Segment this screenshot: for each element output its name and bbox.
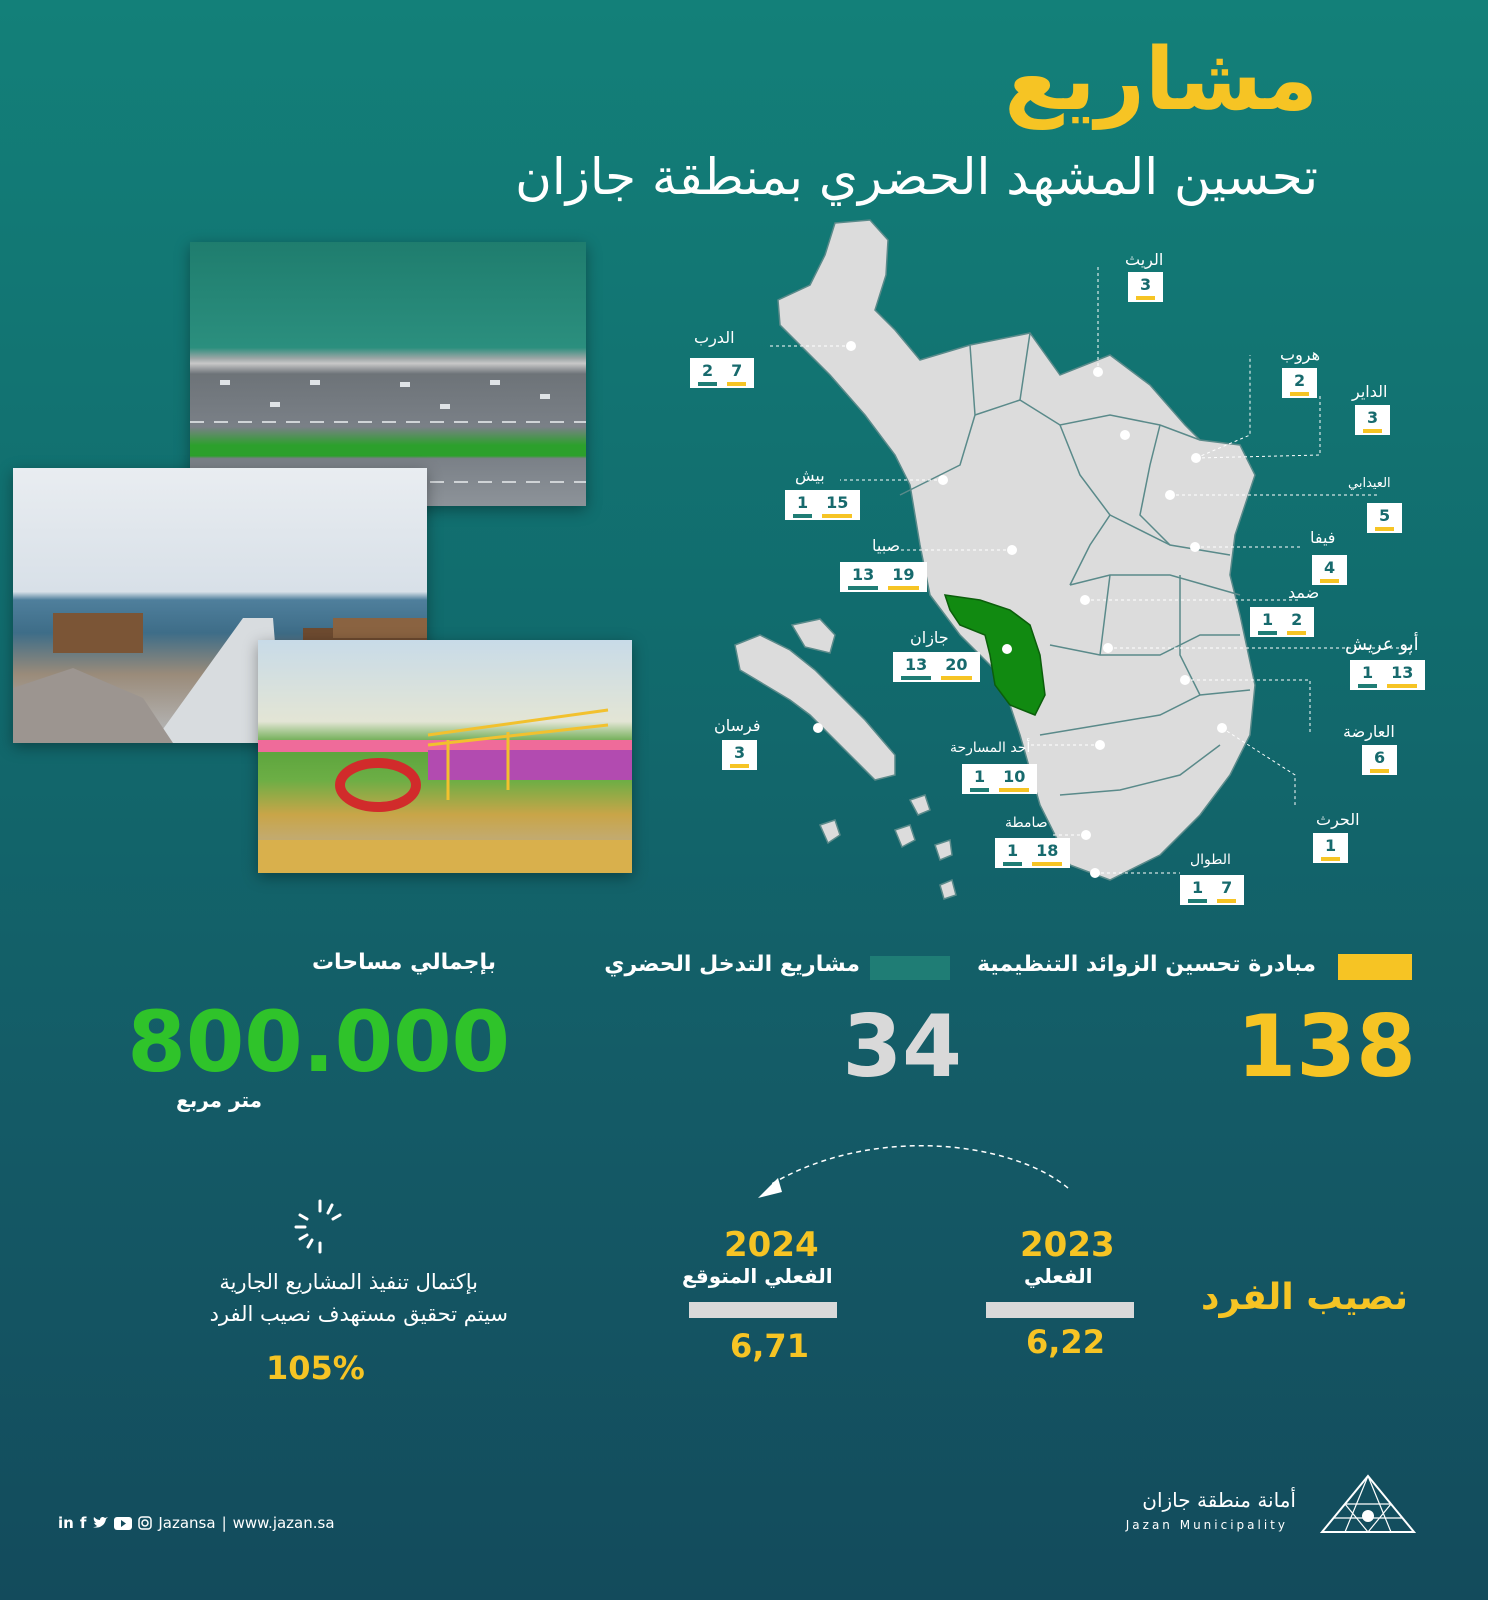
social-handle[interactable]: Jazansa (158, 1514, 216, 1532)
region-box-altuwal (1180, 875, 1244, 905)
region-box-abu-arish (1350, 660, 1425, 690)
region-label-abu-arish: أبو عريش (1345, 634, 1419, 655)
label-2024: الفعلي المتوقع (682, 1264, 833, 1288)
region-label-damad: ضمد (1288, 583, 1320, 602)
region-label-fayfa: فيفا (1310, 528, 1336, 547)
region-label-alharth: الحرث (1316, 810, 1360, 829)
page-title: مشاريع (1004, 30, 1318, 130)
region-label-aldarb: الدرب (694, 328, 735, 347)
urban-count: 13 (848, 564, 878, 590)
initiative-count: 1 (1321, 835, 1340, 861)
road-cars-graphic (190, 242, 586, 506)
note-line-1: بإكتمال تنفيذ المشاريع الجارية (219, 1270, 478, 1294)
initiative-count: 20 (941, 654, 971, 680)
region-box-samtah (995, 838, 1070, 868)
facebook-icon[interactable]: f (79, 1514, 87, 1532)
urban-count: 1 (1258, 609, 1277, 635)
initiative-count: 2 (1287, 609, 1306, 635)
photo-park (258, 640, 632, 873)
youtube-icon[interactable] (114, 1517, 132, 1530)
initiative-count: 15 (822, 492, 852, 518)
region-label-alrith: الريث (1125, 250, 1164, 269)
region-label-aldayer: الداير (1352, 382, 1388, 401)
map-island-small (895, 825, 915, 847)
initiative-count: 7 (1217, 877, 1236, 903)
urban-total: 34 (842, 997, 962, 1097)
note-percent: 105% (266, 1349, 365, 1387)
initiative-count: 7 (727, 360, 746, 386)
footer-divider: | (221, 1514, 227, 1532)
region-label-harub: هروب (1280, 345, 1321, 364)
urban-count: 1 (1003, 840, 1022, 866)
region-label-farasan: فرسان (714, 716, 761, 735)
area-unit: متر مربع (176, 1088, 262, 1112)
initiative-count: 3 (730, 742, 749, 768)
year-2024: 2024 (724, 1225, 819, 1265)
region-box-ahad-almasarihah (962, 764, 1037, 794)
urban-count: 1 (970, 766, 989, 792)
park-graphic (258, 640, 632, 873)
urban-count: 1 (1358, 662, 1377, 688)
region-box-aldayer (1355, 405, 1390, 435)
instagram-icon[interactable] (138, 1516, 152, 1530)
legend-label-initiative: مبادرة تحسين الزوائد التنظيمية (977, 952, 1316, 977)
region-box-damad (1250, 607, 1314, 637)
area-value: 800.000 (127, 993, 510, 1091)
region-box-baish (785, 490, 860, 520)
note-line-2: سيتم تحقيق مستهدف نصيب الفرد (209, 1302, 508, 1326)
legend-label-urban: مشاريع التدخل الحضري (604, 952, 860, 977)
bar-2024 (689, 1302, 837, 1318)
initiative-count: 13 (1387, 662, 1417, 688)
legend-swatch-initiative (1338, 954, 1412, 980)
value-2024: 6,71 (730, 1327, 809, 1365)
urban-count: 1 (1188, 877, 1207, 903)
region-label-aledabi: العيدابي (1348, 476, 1391, 491)
region-label-ahad-almasarihah: أحد المسارحة (950, 740, 1031, 756)
initiative-count: 6 (1370, 747, 1389, 773)
initiative-count: 18 (1032, 840, 1062, 866)
value-2023: 6,22 (1026, 1323, 1105, 1361)
photo-seafront-road (190, 242, 586, 506)
region-label-baish: بيش (795, 466, 825, 485)
region-box-alrith (1128, 272, 1163, 302)
trend-arrow (750, 1130, 1080, 1210)
map-island-small (910, 795, 930, 815)
year-2023: 2023 (1020, 1225, 1115, 1265)
website-link[interactable]: www.jazan.sa (232, 1514, 335, 1532)
region-box-aledabi (1367, 503, 1402, 533)
region-label-altuwal: الطوال (1190, 852, 1231, 868)
label-2023: الفعلي (1024, 1264, 1093, 1288)
area-label: بإجمالي مساحات (311, 950, 496, 975)
region-box-aldarb (690, 358, 754, 388)
map-island-small (792, 619, 835, 653)
initiative-total: 138 (1236, 997, 1416, 1097)
region-label-samtah: صامطة (1005, 815, 1048, 831)
per-capita-title: نصيب الفرد (1201, 1277, 1408, 1318)
legend-swatch-urban (870, 956, 950, 980)
initiative-count: 4 (1320, 557, 1339, 583)
region-label-jazan: جازان (910, 628, 949, 647)
loading-icon (290, 1197, 350, 1257)
map-farasan-island (735, 635, 895, 780)
region-box-alaridah (1362, 745, 1397, 775)
region-box-farasan (722, 740, 757, 770)
region-label-sabya: صبيا (872, 536, 901, 555)
region-box-sabya (840, 562, 927, 592)
twitter-icon[interactable] (92, 1516, 108, 1530)
jazan-municipality-logo (1318, 1472, 1418, 1536)
region-box-harub (1282, 368, 1317, 398)
region-box-jazan (893, 652, 980, 682)
region-label-alaridah: العارضة (1343, 722, 1395, 741)
map-island-small (820, 820, 840, 843)
map-island-small (935, 840, 952, 860)
region-box-fayfa (1312, 555, 1347, 585)
map-island-small (940, 880, 956, 899)
org-name-en: Jazan Municipality (1125, 1518, 1288, 1532)
urban-count: 1 (793, 492, 812, 518)
initiative-count: 3 (1136, 274, 1155, 300)
initiative-count: 3 (1363, 407, 1382, 433)
social-links (58, 1514, 335, 1532)
page-subtitle: تحسين المشهد الحضري بمنطقة جازان (515, 148, 1318, 206)
bar-2023 (986, 1302, 1134, 1318)
initiative-count: 5 (1375, 505, 1394, 531)
initiative-count: 2 (1290, 370, 1309, 396)
urban-count: 2 (698, 360, 717, 386)
region-box-alharth (1313, 833, 1348, 863)
linkedin-icon[interactable]: in (58, 1514, 74, 1532)
initiative-count: 19 (888, 564, 918, 590)
initiative-count: 10 (999, 766, 1029, 792)
org-name-ar: أمانة منطقة جازان (1142, 1488, 1296, 1512)
urban-count: 13 (901, 654, 931, 680)
